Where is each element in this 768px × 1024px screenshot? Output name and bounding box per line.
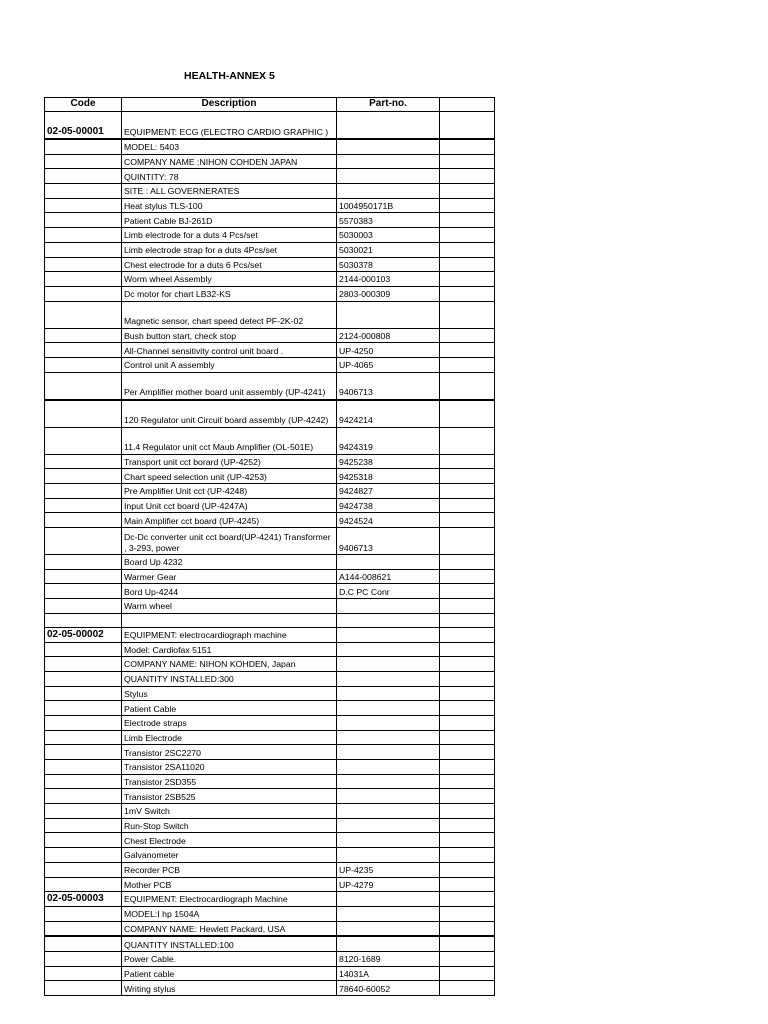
- extra-cell: [440, 848, 495, 863]
- extra-cell: [440, 555, 495, 570]
- table-row: [45, 498, 495, 513]
- part-no-cell: A144-008621: [337, 569, 440, 584]
- code-cell: [45, 257, 122, 272]
- part-no-cell: 2124-000808: [337, 328, 440, 343]
- code-cell: [45, 528, 122, 555]
- extra-cell: [440, 892, 495, 907]
- code-cell: [45, 701, 122, 716]
- description-cell: Patient Cable BJ-261D: [122, 213, 337, 228]
- extra-cell: [440, 400, 495, 428]
- part-no-cell: UP-4250: [337, 343, 440, 358]
- table-row: [45, 686, 495, 701]
- header-extra: [440, 98, 495, 112]
- part-no-cell: [337, 848, 440, 863]
- part-no-cell: [337, 906, 440, 921]
- part-no-cell: [337, 921, 440, 936]
- extra-cell: [440, 804, 495, 819]
- table-row: [45, 818, 495, 833]
- code-cell: [45, 169, 122, 184]
- table-row: [45, 257, 495, 272]
- table-row: [45, 671, 495, 686]
- code-cell: [45, 671, 122, 686]
- extra-cell: [440, 818, 495, 833]
- part-no-cell: UP-4279: [337, 877, 440, 892]
- table-row: [45, 789, 495, 804]
- part-no-cell: [337, 613, 440, 627]
- description-cell: Main Amplifier cct board (UP-4245): [122, 513, 337, 528]
- table-row: [45, 154, 495, 169]
- extra-cell: [440, 272, 495, 287]
- description-cell: Power Cable.: [122, 951, 337, 966]
- part-no-cell: [337, 892, 440, 907]
- code-cell: [45, 833, 122, 848]
- description-cell: COMPANY NAME :NIHON COHDEN JAPAN: [122, 154, 337, 169]
- part-no-cell: [337, 154, 440, 169]
- part-no-cell: 9406713: [337, 372, 440, 400]
- code-cell: [45, 951, 122, 966]
- part-no-cell: [337, 833, 440, 848]
- part-no-cell: [337, 642, 440, 657]
- extra-cell: [440, 981, 495, 996]
- part-no-cell: [337, 555, 440, 570]
- part-no-cell: UP-4235: [337, 862, 440, 877]
- table-body: [45, 112, 495, 996]
- part-no-cell: 1004950171B: [337, 198, 440, 213]
- part-no-cell: [337, 730, 440, 745]
- code-cell: 02-05-00003: [45, 892, 122, 907]
- description-cell: Control unit A assembly: [122, 357, 337, 372]
- description-cell: Chest electrode for a duts 6 Pcs/set: [122, 257, 337, 272]
- description-cell: EQUIPMENT: electrocardiograph machine: [122, 627, 337, 642]
- table-row: [45, 804, 495, 819]
- description-cell: QUANTITY INSTALLED:300: [122, 671, 337, 686]
- extra-cell: [440, 627, 495, 642]
- code-cell: [45, 154, 122, 169]
- description-cell: EQUIPMENT: ECG (ELECTRO CARDIO GRAPHIC ): [122, 112, 337, 140]
- table-row: [45, 139, 495, 154]
- description-cell: COMPANY NAME: Hewlett Packard, USA: [122, 921, 337, 936]
- code-cell: [45, 498, 122, 513]
- part-no-cell: [337, 804, 440, 819]
- part-no-cell: 78640-60052: [337, 981, 440, 996]
- description-cell: Dc-Dc converter unit cct board(UP-4241) Transformer , 3-293, power: [122, 528, 337, 555]
- code-cell: [45, 555, 122, 570]
- part-no-cell: 9406713: [337, 528, 440, 555]
- table-row: [45, 169, 495, 184]
- description-cell: Per Amplifier mother board unit assembly (UP-4241): [122, 372, 337, 400]
- table-row: [45, 372, 495, 400]
- code-cell: [45, 328, 122, 343]
- table-row: [45, 427, 495, 454]
- part-no-cell: [337, 818, 440, 833]
- extra-cell: [440, 286, 495, 301]
- table-row: [45, 613, 495, 627]
- part-no-cell: 2803-000309: [337, 286, 440, 301]
- description-cell: SITE : ALL GOVERNERATES: [122, 184, 337, 199]
- table-row: [45, 242, 495, 257]
- part-no-cell: [337, 169, 440, 184]
- code-cell: [45, 760, 122, 775]
- description-cell: Electrode straps: [122, 715, 337, 730]
- description-cell: EQUIPMENT: Electrocardiograph Machine: [122, 892, 337, 907]
- page-title: HEALTH-ANNEX 5: [184, 70, 275, 82]
- code-cell: [45, 966, 122, 981]
- extra-cell: [440, 671, 495, 686]
- table-row: [45, 760, 495, 775]
- code-cell: [45, 427, 122, 454]
- part-no-cell: [337, 774, 440, 789]
- code-cell: [45, 921, 122, 936]
- description-cell: Dc motor for chart LB32-KS: [122, 286, 337, 301]
- table-row: [45, 513, 495, 528]
- description-cell: Magnetic sensor, chart speed detect PF-2K-02: [122, 301, 337, 328]
- table-row: [45, 642, 495, 657]
- extra-cell: [440, 454, 495, 469]
- part-no-cell: 8120-1689: [337, 951, 440, 966]
- part-no-cell: [337, 112, 440, 140]
- code-cell: [45, 513, 122, 528]
- part-no-cell: [337, 715, 440, 730]
- extra-cell: [440, 701, 495, 716]
- table-row: [45, 833, 495, 848]
- extra-cell: [440, 184, 495, 199]
- code-cell: [45, 804, 122, 819]
- code-cell: [45, 789, 122, 804]
- part-no-cell: [337, 139, 440, 154]
- extra-cell: [440, 789, 495, 804]
- code-cell: [45, 584, 122, 599]
- extra-cell: [440, 528, 495, 555]
- code-cell: [45, 372, 122, 400]
- extra-cell: [440, 484, 495, 499]
- extra-cell: [440, 169, 495, 184]
- part-no-cell: 5030378: [337, 257, 440, 272]
- description-cell: 120 Regulator unit Circuit board assembly (UP-4242): [122, 400, 337, 428]
- description-cell: Limb Electrode: [122, 730, 337, 745]
- description-cell: Patient Cable: [122, 701, 337, 716]
- extra-cell: [440, 951, 495, 966]
- extra-cell: [440, 862, 495, 877]
- extra-cell: [440, 513, 495, 528]
- part-no-cell: [337, 657, 440, 672]
- part-no-cell: UP-4065: [337, 357, 440, 372]
- code-cell: [45, 818, 122, 833]
- description-cell: Transistor 2SA11020: [122, 760, 337, 775]
- table-row: [45, 981, 495, 996]
- extra-cell: [440, 498, 495, 513]
- code-cell: [45, 454, 122, 469]
- extra-cell: [440, 657, 495, 672]
- description-cell: 11.4 Regulator unit cct Maub Amplifier (OL-501E): [122, 427, 337, 454]
- extra-cell: [440, 357, 495, 372]
- code-cell: [45, 400, 122, 428]
- description-cell: Run-Stop Switch: [122, 818, 337, 833]
- table-row: [45, 272, 495, 287]
- extra-cell: [440, 906, 495, 921]
- part-no-cell: 9425318: [337, 469, 440, 484]
- description-cell: Chart speed selection unit (UP-4253): [122, 469, 337, 484]
- extra-cell: [440, 328, 495, 343]
- extra-cell: [440, 343, 495, 358]
- extra-cell: [440, 112, 495, 140]
- table-row: [45, 328, 495, 343]
- code-cell: [45, 198, 122, 213]
- part-no-cell: 9425238: [337, 454, 440, 469]
- extra-cell: [440, 599, 495, 614]
- description-cell: Model: Cardiofax 5151: [122, 642, 337, 657]
- extra-cell: [440, 427, 495, 454]
- table-row: [45, 715, 495, 730]
- part-no-cell: 14031A: [337, 966, 440, 981]
- extra-cell: [440, 686, 495, 701]
- header-code: Code: [45, 98, 122, 112]
- code-cell: [45, 730, 122, 745]
- part-no-cell: [337, 301, 440, 328]
- table-row: [45, 584, 495, 599]
- header-part-no: Part-no.: [337, 98, 440, 112]
- extra-cell: [440, 774, 495, 789]
- table-row: [45, 213, 495, 228]
- code-cell: [45, 569, 122, 584]
- extra-cell: [440, 154, 495, 169]
- part-no-cell: D.C PC Conr: [337, 584, 440, 599]
- table-row: [45, 343, 495, 358]
- table-row: [45, 301, 495, 328]
- extra-cell: [440, 301, 495, 328]
- description-cell: Transistor 2SB525: [122, 789, 337, 804]
- code-cell: [45, 981, 122, 996]
- extra-cell: [440, 228, 495, 243]
- code-cell: 02-05-00002: [45, 627, 122, 642]
- header-description: Description: [122, 98, 337, 112]
- table-row: [45, 286, 495, 301]
- code-cell: [45, 484, 122, 499]
- description-cell: QUINTITY: 78: [122, 169, 337, 184]
- description-cell: Limb electrode for a duts 4 Pcs/set: [122, 228, 337, 243]
- extra-cell: [440, 613, 495, 627]
- table-row: [45, 701, 495, 716]
- description-cell: [122, 613, 337, 627]
- code-cell: [45, 228, 122, 243]
- extra-cell: [440, 921, 495, 936]
- table-row: [45, 936, 495, 951]
- part-no-cell: 5030021: [337, 242, 440, 257]
- part-no-cell: [337, 599, 440, 614]
- description-cell: Warmer Gear: [122, 569, 337, 584]
- code-cell: [45, 286, 122, 301]
- extra-cell: [440, 760, 495, 775]
- description-cell: Stylus: [122, 686, 337, 701]
- description-cell: Bord Up-4244: [122, 584, 337, 599]
- description-cell: All-Channel sensitivity control unit board .: [122, 343, 337, 358]
- table-row: [45, 357, 495, 372]
- code-cell: [45, 936, 122, 951]
- description-cell: Writing stylus: [122, 981, 337, 996]
- code-cell: [45, 906, 122, 921]
- code-cell: [45, 745, 122, 760]
- description-cell: Input Unit cct board (UP-4247A): [122, 498, 337, 513]
- extra-cell: [440, 372, 495, 400]
- table-row: [45, 198, 495, 213]
- table-row: [45, 228, 495, 243]
- code-cell: [45, 774, 122, 789]
- part-no-cell: [337, 760, 440, 775]
- table-row: [45, 627, 495, 642]
- code-cell: [45, 242, 122, 257]
- table-row: [45, 454, 495, 469]
- extra-cell: [440, 569, 495, 584]
- description-cell: Worm wheel Assembly: [122, 272, 337, 287]
- part-no-cell: 2144-000103: [337, 272, 440, 287]
- table-row: [45, 657, 495, 672]
- part-no-cell: [337, 936, 440, 951]
- part-no-cell: 5570383: [337, 213, 440, 228]
- description-cell: QUANTITY INSTALLED:100: [122, 936, 337, 951]
- code-cell: [45, 139, 122, 154]
- code-cell: [45, 613, 122, 627]
- description-cell: Transistor 2SD355: [122, 774, 337, 789]
- description-cell: Limb electrode strap for a duts 4Pcs/set: [122, 242, 337, 257]
- table-row: [45, 921, 495, 936]
- code-cell: [45, 599, 122, 614]
- code-cell: [45, 715, 122, 730]
- extra-cell: [440, 745, 495, 760]
- extra-cell: [440, 730, 495, 745]
- description-cell: Bush button start, check stop: [122, 328, 337, 343]
- description-cell: Pre Amplifier Unit cct (UP-4248): [122, 484, 337, 499]
- part-no-cell: 5030003: [337, 228, 440, 243]
- extra-cell: [440, 584, 495, 599]
- table-row: [45, 528, 495, 555]
- extra-cell: [440, 936, 495, 951]
- table-row: [45, 966, 495, 981]
- table-row: [45, 569, 495, 584]
- table-row: [45, 892, 495, 907]
- table-row: [45, 906, 495, 921]
- extra-cell: [440, 966, 495, 981]
- table-row: [45, 484, 495, 499]
- code-cell: [45, 469, 122, 484]
- table-row: [45, 848, 495, 863]
- code-cell: [45, 657, 122, 672]
- code-cell: [45, 862, 122, 877]
- extra-cell: [440, 833, 495, 848]
- description-cell: Recorder PCB: [122, 862, 337, 877]
- part-no-cell: [337, 701, 440, 716]
- part-no-cell: 9424524: [337, 513, 440, 528]
- table-row: [45, 951, 495, 966]
- code-cell: [45, 213, 122, 228]
- part-no-cell: [337, 184, 440, 199]
- description-cell: COMPANY NAME: NIHON KOHDEN, Japan: [122, 657, 337, 672]
- extra-cell: [440, 642, 495, 657]
- code-cell: 02-05-00001: [45, 112, 122, 140]
- description-cell: Mother PCB: [122, 877, 337, 892]
- code-cell: [45, 686, 122, 701]
- table-row: [45, 400, 495, 428]
- code-cell: [45, 357, 122, 372]
- part-no-cell: [337, 686, 440, 701]
- extra-cell: [440, 257, 495, 272]
- part-no-cell: [337, 627, 440, 642]
- code-cell: [45, 848, 122, 863]
- part-no-cell: [337, 671, 440, 686]
- table-header-row: [45, 98, 495, 112]
- description-cell: 1mV Switch: [122, 804, 337, 819]
- table-row: [45, 112, 495, 140]
- table-row: [45, 555, 495, 570]
- table-row: [45, 774, 495, 789]
- part-no-cell: 9424214: [337, 400, 440, 428]
- table-row: [45, 745, 495, 760]
- description-cell: Transistor 2SC2270: [122, 745, 337, 760]
- extra-cell: [440, 242, 495, 257]
- table-row: [45, 469, 495, 484]
- parts-table: [44, 97, 495, 996]
- table-row: [45, 862, 495, 877]
- code-cell: [45, 877, 122, 892]
- code-cell: [45, 343, 122, 358]
- description-cell: Heat stylus TLS-100: [122, 198, 337, 213]
- description-cell: Warm wheel: [122, 599, 337, 614]
- extra-cell: [440, 877, 495, 892]
- table-row: [45, 184, 495, 199]
- description-cell: MODEL:I hp 1504A: [122, 906, 337, 921]
- part-no-cell: [337, 745, 440, 760]
- description-cell: Patient cable: [122, 966, 337, 981]
- description-cell: Galvanometer: [122, 848, 337, 863]
- description-cell: Board Up 4232: [122, 555, 337, 570]
- table-row: [45, 877, 495, 892]
- part-no-cell: 9424319: [337, 427, 440, 454]
- description-cell: Transport unit cct borard (UP-4252): [122, 454, 337, 469]
- code-cell: [45, 301, 122, 328]
- table-row: [45, 599, 495, 614]
- extra-cell: [440, 198, 495, 213]
- extra-cell: [440, 213, 495, 228]
- code-cell: [45, 184, 122, 199]
- code-cell: [45, 642, 122, 657]
- part-no-cell: 9424738: [337, 498, 440, 513]
- extra-cell: [440, 715, 495, 730]
- code-cell: [45, 272, 122, 287]
- part-no-cell: [337, 789, 440, 804]
- extra-cell: [440, 139, 495, 154]
- extra-cell: [440, 469, 495, 484]
- table-row: [45, 730, 495, 745]
- description-cell: MODEL: 5403: [122, 139, 337, 154]
- description-cell: Chest Electrode: [122, 833, 337, 848]
- part-no-cell: 9424827: [337, 484, 440, 499]
